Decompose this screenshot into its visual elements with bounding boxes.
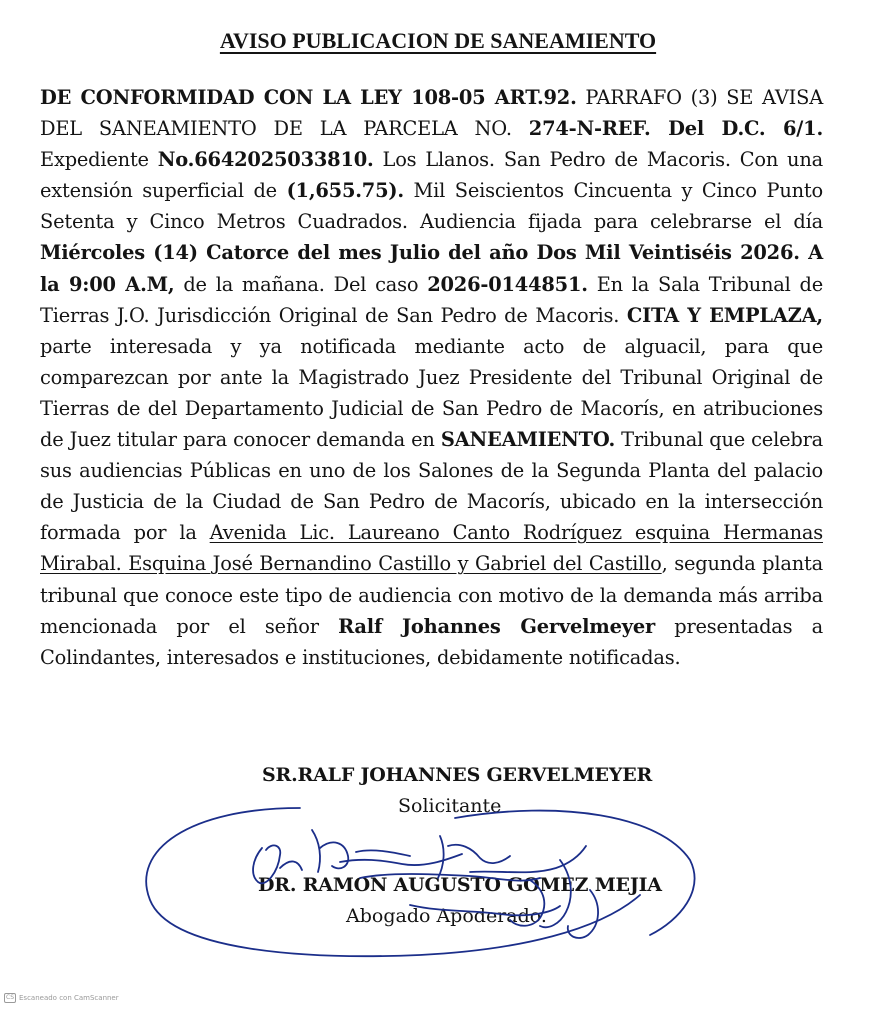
case-number: 2026-0144851. [427, 272, 588, 296]
document-title: AVISO PUBLICACION DE SANEAMIENTO [219, 28, 657, 53]
body-segment: parte interesada y ya notificada mediante acto de alguacil, para que comparezcan por ante la Magistrado Juez Presidente del Tribunal Original de Tierras de del Departamento Judicial de San Pedro de Macorís, en atribuciones de Juez titular para conocer demanda en [40, 334, 823, 452]
legal-basis: DE CONFORMIDAD CON LA LEY 108-05 ART.92. [40, 86, 577, 109]
signatory-role-lawyer: Abogado Apoderado. [346, 905, 547, 927]
proceeding-type: SANEAMIENTO. [440, 428, 616, 452]
applicant-name: Ralf Johannes Gervelmeyer [338, 614, 655, 638]
body-segment: Tribunal que celebra sus audiencias Públicas en uno de los Salones de la Segunda Planta del palacio de Justicia de la Ciudad de San Pedro de Macorís, ubicado en la intersección formada por la [40, 428, 823, 545]
area-value: (1,655.75). [286, 179, 404, 203]
scanner-watermark-text: Escaneado con CamScanner [19, 994, 119, 1002]
signatory-name-applicant: SR.RALF JOHANNES GERVELMEYER [262, 764, 653, 786]
notice-body [40, 82, 823, 673]
file-number: No.6642025033810. [157, 148, 374, 172]
summons-phrase: CITA Y EMPLAZA, [626, 303, 823, 327]
signatory-role-applicant: Solicitante [398, 795, 502, 817]
court-address: Avenida Lic. Laureano Canto Rodríguez esquina Hermanas Mirabal. Esquina José Bernandino Castillo y Gabriel del Castillo [40, 521, 823, 576]
body-segment: Expediente [40, 148, 158, 172]
body-segment: de la mañana. Del caso [174, 272, 428, 296]
body-segment: presentadas a Colindantes, interesados e instituciones, debidamente notificadas. [40, 614, 824, 669]
parcel-number: 274-N-REF. Del D.C. 6/1. [528, 117, 824, 141]
body-segment: En la Sala Tribunal de Tierras J.O. Jurisdicción Original de San Pedro de Macoris. [40, 272, 823, 327]
hearing-date: Miércoles (14) Catorce del mes Julio del año Dos Mil Veintiséis 2026. A la 9:00 A.M, [40, 241, 823, 296]
body-segment: Los Llanos. San Pedro de Macoris. Con una extensión superficial de [40, 148, 823, 203]
body-segment: PARRAFO (3) SE AVISA DEL SANEAMIENTO DE LA PARCELA NO. [40, 86, 823, 141]
camscanner-icon: CS [6, 994, 14, 1001]
body-segment: , segunda planta tribunal que conoce este tipo de audiencia con motivo de la demanda más arriba mencionada por el señor [40, 552, 823, 638]
body-segment: Mil Seiscientos Cincuenta y Cinco Punto Setenta y Cinco Metros Cuadrados. Audiencia fijada para celebrarse el día [40, 179, 823, 234]
scanner-watermark [4, 993, 119, 1003]
signatory-name-lawyer: DR. RAMON AUGUSTO GOMEZ MEJIA [258, 874, 662, 896]
